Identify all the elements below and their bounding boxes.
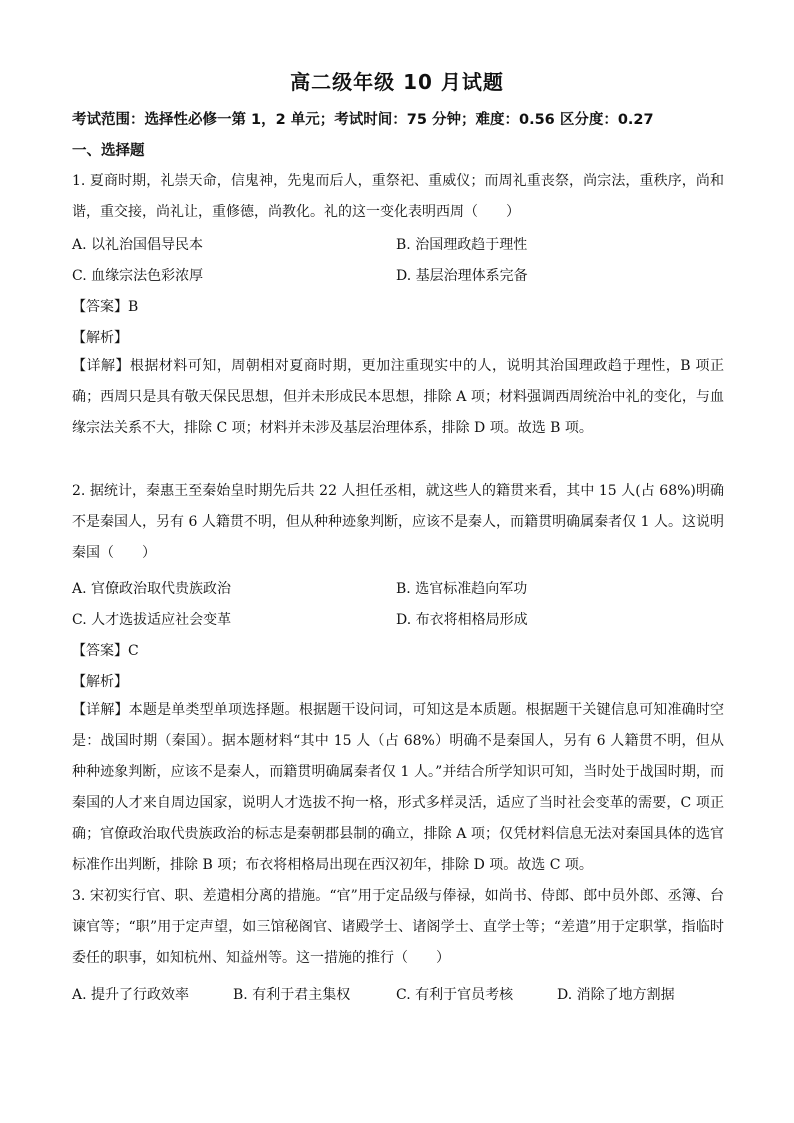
- question-1-analysis-label: 【解析】: [72, 330, 128, 346]
- question-1-option-c: C. 血缘宗法色彩浓厚: [72, 268, 204, 284]
- question-1-option-b: B. 治国理政趋于理性: [396, 237, 528, 253]
- question-1-answer: 【答案】B: [72, 299, 139, 315]
- question-3-option-b: B. 有利于君主集权: [233, 987, 351, 1003]
- exam-meta: 考试范围：选择性必修一第 1，2 单元；考试时间：75 分钟；难度：0.56 区分度：0.27: [72, 112, 654, 128]
- question-2-option-d: D. 布衣将相格局形成: [396, 612, 528, 628]
- question-3-option-c: C. 有利于官员考核: [396, 987, 514, 1003]
- question-2-option-a: A. 官僚政治取代贵族政治: [72, 581, 232, 597]
- question-1-option-d: D. 基层治理体系完备: [396, 268, 528, 284]
- question-3-option-a: A. 提升了行政效率: [72, 987, 190, 1003]
- question-2-analysis-label: 【解析】: [72, 674, 128, 690]
- question-2-option-b: B. 选官标准趋向军功: [396, 581, 528, 597]
- page-title: 高二级年级 10 月试题: [290, 70, 504, 94]
- section-heading: 一、选择题: [72, 143, 145, 159]
- question-2-detail: 【详解】本题是单类型单项选择题。根据题干设问词，可知这是本质题。根据题干关键信息可知准确时空是：战国时期（秦国）。据本题材料“其中 15 人（占 68%）明确不是秦国人，另有 6 人籍贯不明，但从种种迹象判断，应该不是秦人，而籍贯明确属秦者仅 1 人。”并结合所学知识可知，当时处于战国时期，而秦国的人才来自周边国家，说明人才选拔不拘一格，形式多样灵活，适应了当时社会变革的需要，C 项正确；官僚政治取代贵族政治的标志是秦朝郡县制的确立，排除 A 项；仅凭材料信息无法对秦国具体的选官标准作出判断，排除 B 项；布衣将相格局出现在西汉初年，排除 D 项。故选 C 项。: [72, 702, 724, 873]
- question-3-option-d: D. 消除了地方割据: [557, 987, 675, 1003]
- question-2-option-c: C. 人才选拔适应社会变革: [72, 612, 232, 628]
- question-2-stem: 2. 据统计，秦惠王至秦始皇时期先后共 22 人担任丞相，就这些人的籍贯来看，其中 15 人(占 68%)明确不是秦国人，另有 6 人籍贯不明，但从种种迹象判断，应该不是秦人，而籍贯明确属秦者仅 1 人。这说明秦国（ ）: [72, 483, 724, 561]
- question-3-stem: 3. 宋初实行官、职、差遣相分离的措施。“官”用于定品级与俸禄，如尚书、侍郎、郎中员外郎、丞簿、台谏官等；“职”用于定声望，如三馆秘阁官、诸殿学士、诸阁学士、直学士等；“差遣”用于定职掌，指临时委任的职事，如知杭州、知益州等。这一措施的推行（ ）: [72, 888, 724, 966]
- question-1-stem: 1. 夏商时期，礼崇天命，信鬼神，先鬼而后人，重祭祀、重威仪；而周礼重丧祭，尚宗法，重秩序，尚和谐，重交接，尚礼让，重修德，尚教化。礼的这一变化表明西周（ ）: [72, 173, 724, 220]
- question-1-detail: 【详解】根据材料可知，周朝相对夏商时期，更加注重现实中的人，说明其治国理政趋于理性，B 项正确；西周只是具有敬天保民思想，但并未形成民本思想，排除 A 项；材料强调西周统治中礼的变化，与血缘宗法关系不大，排除 C 项；材料并未涉及基层治理体系，排除 D 项。故选 B 项。: [72, 358, 724, 436]
- question-1-option-a: A. 以礼治国倡导民本: [72, 237, 204, 253]
- question-2-answer: 【答案】C: [72, 643, 139, 659]
